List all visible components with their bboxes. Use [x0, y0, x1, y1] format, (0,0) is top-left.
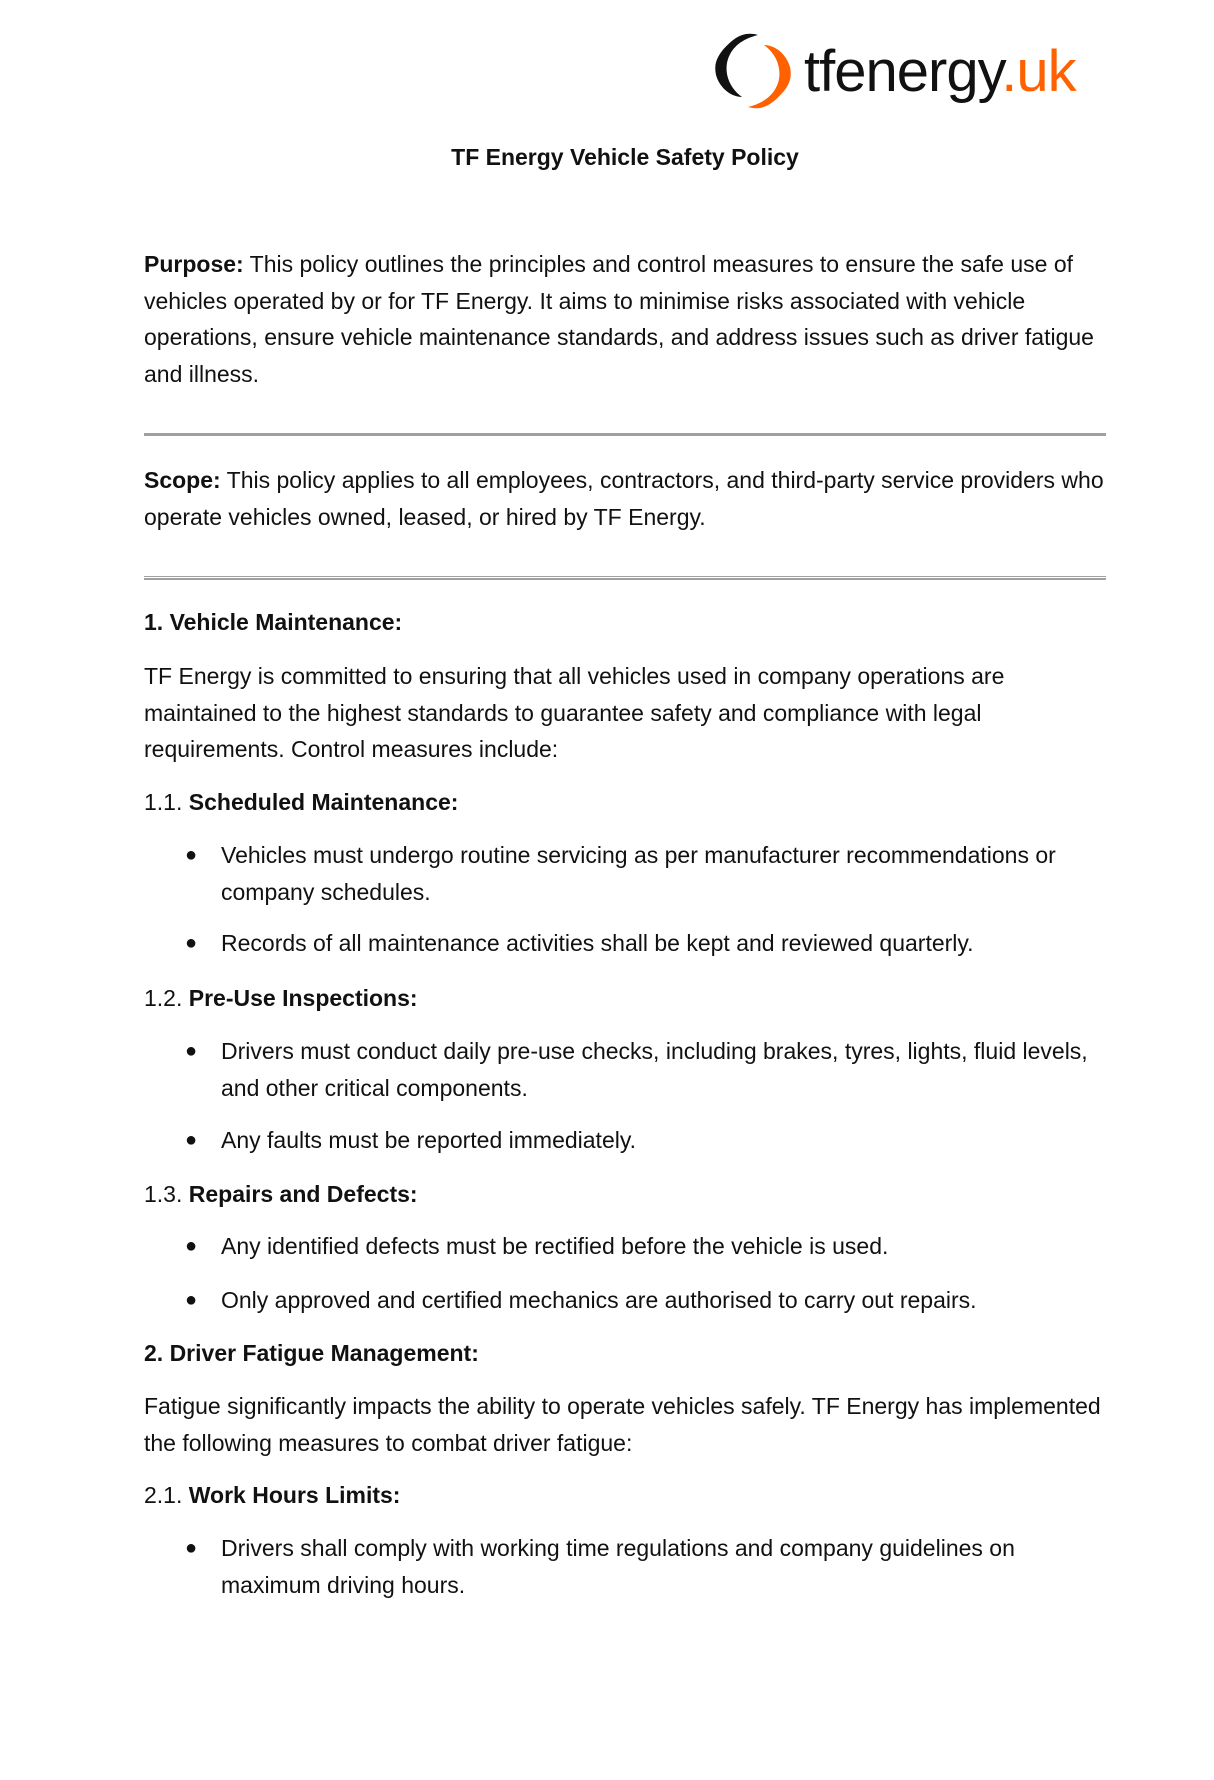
- subsection-number: 2.1.: [144, 1482, 189, 1508]
- logo-tld: .uk: [1001, 38, 1076, 104]
- scope-text: This policy applies to all employees, contractors, and third-party service providers who operate vehicles owned, leased, or hired by TF Energy.: [144, 467, 1104, 530]
- list-item: [185, 1228, 1106, 1265]
- list-item-text: Drivers shall comply with working time regulations and company guidelines on maximum driving hours.: [221, 1535, 1015, 1598]
- list-item-text: Records of all maintenance activities shall be kept and reviewed quarterly.: [221, 930, 974, 956]
- subsection-1-2-heading: [144, 980, 1106, 1017]
- list-item: [185, 1282, 1106, 1319]
- list-item-text: Any identified defects must be rectified before the vehicle is used.: [221, 1233, 889, 1259]
- list-item-text: Vehicles must undergo routine servicing as per manufacturer recommendations or company schedules.: [221, 842, 1056, 905]
- company-logo: [714, 30, 1076, 112]
- subsection-1-3-heading: [144, 1176, 1106, 1213]
- bullet-icon: ●: [185, 1040, 198, 1062]
- section-1-intro: TF Energy is committed to ensuring that all vehicles used in company operations are maintained to the highest standards to guarantee safety and compliance with legal requirements. Control measures include:: [144, 663, 1005, 762]
- bullet-icon: ●: [185, 844, 198, 866]
- subsection-number: 1.2.: [144, 985, 189, 1011]
- subsection-title: Scheduled Maintenance:: [188, 789, 459, 815]
- list-item: [185, 925, 1106, 962]
- subsection-number: 1.3.: [144, 1181, 189, 1207]
- subsection-title: Pre-Use Inspections:: [188, 985, 418, 1011]
- logo-mark-icon: [714, 31, 792, 111]
- list-item-text: Drivers must conduct daily pre-use checks, including brakes, tyres, lights, fluid levels, and other critical components.: [221, 1038, 1088, 1101]
- list-item: [185, 1033, 1106, 1106]
- logo-name: tfenergy: [804, 38, 1002, 104]
- page-title: TF Energy Vehicle Safety Policy: [451, 144, 799, 170]
- bullet-icon: ●: [185, 1235, 198, 1257]
- list-item-text: Only approved and certified mechanics are authorised to carry out repairs.: [221, 1287, 977, 1313]
- bullet-icon: ●: [185, 1129, 198, 1151]
- list-item-text: Any faults must be reported immediately.: [221, 1127, 637, 1153]
- section-2-heading: 2. Driver Fatigue Management:: [144, 1340, 479, 1366]
- subsection-1-1-heading: [144, 784, 1106, 821]
- subsection-title: Work Hours Limits:: [188, 1482, 401, 1508]
- subsection-2-1-heading: [144, 1477, 1106, 1514]
- purpose-label: Purpose:: [144, 251, 244, 277]
- purpose-text: This policy outlines the principles and control measures to ensure the safe use of vehicles operated by or for TF Energy. It aims to minimise risks associated with vehicle operations, ensure vehicle maintenance standards, and address issues such as driver fatigue and illness.: [144, 251, 1094, 387]
- section-2-intro: Fatigue significantly impacts the ability to operate vehicles safely. TF Energy has implemented the following measures to combat driver fatigue:: [144, 1393, 1101, 1456]
- purpose-paragraph: [144, 246, 1106, 392]
- bullet-icon: ●: [185, 932, 198, 954]
- bullet-icon: ●: [185, 1289, 198, 1311]
- divider: [144, 576, 1106, 580]
- bullet-icon: ●: [185, 1537, 198, 1559]
- logo-wordmark: [804, 38, 1076, 105]
- scope-paragraph: [144, 462, 1106, 535]
- list-item: [185, 1122, 1106, 1159]
- subsection-title: Repairs and Defects:: [188, 1181, 418, 1207]
- list-item: [185, 837, 1106, 910]
- section-1-heading: 1. Vehicle Maintenance:: [144, 609, 403, 635]
- list-item: [185, 1530, 1106, 1603]
- subsection-number: 1.1.: [144, 789, 189, 815]
- scope-label: Scope:: [144, 467, 221, 493]
- divider: [144, 433, 1106, 436]
